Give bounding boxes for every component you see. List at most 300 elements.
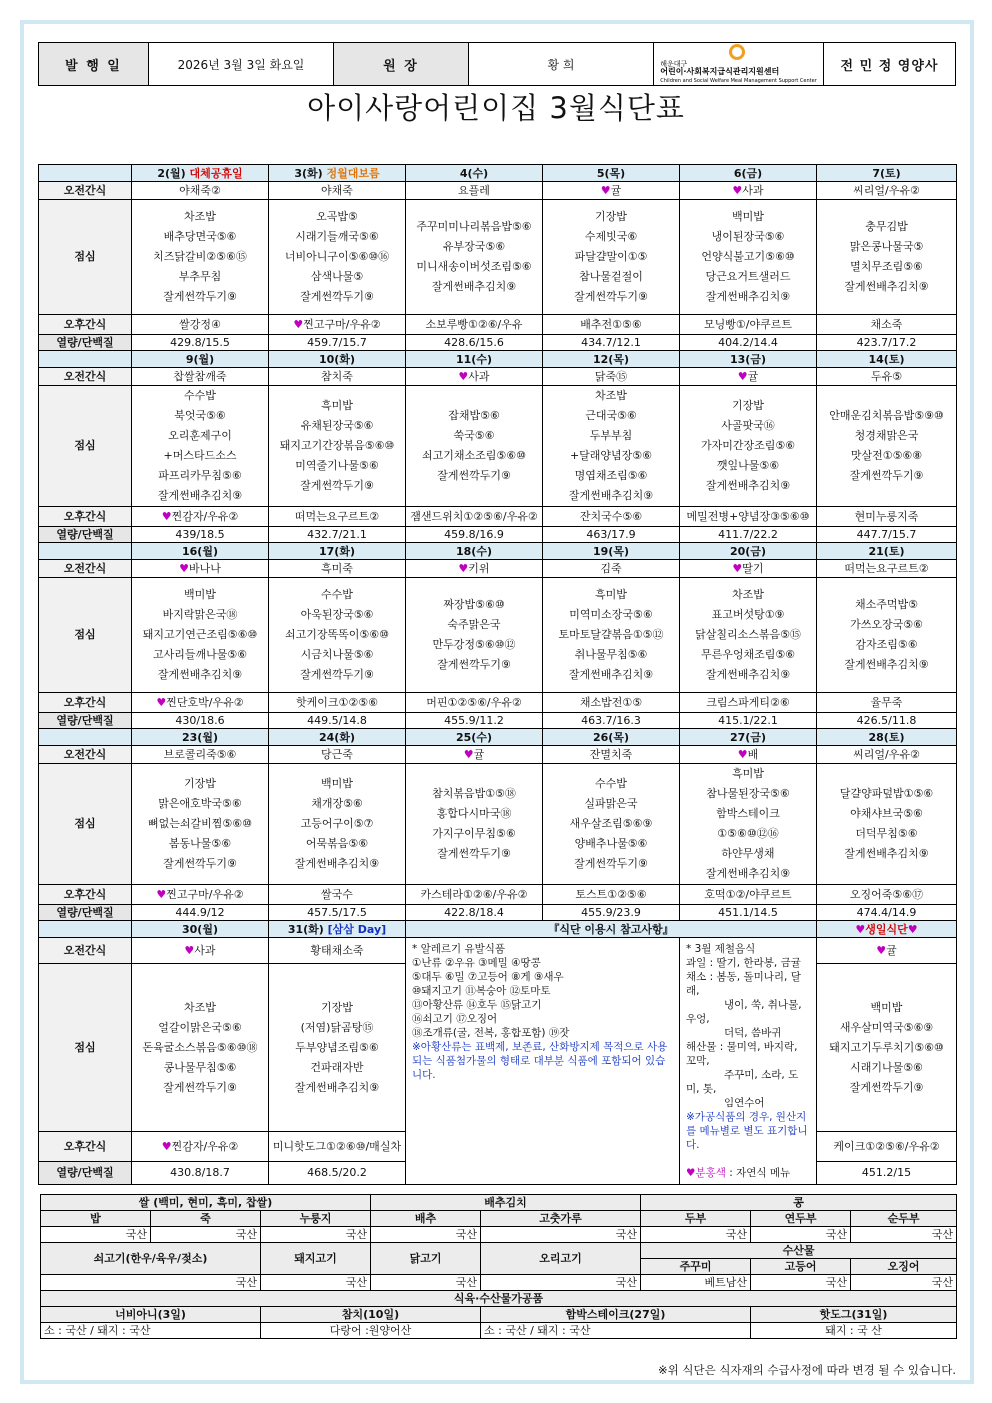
lunch-item: 잘게썬깍두기⑨ [163,857,237,870]
lunch-item: 달걀양파덮밥①⑤⑥ [839,787,934,800]
lunch-item: 잘게썬배추김치⑨ [568,489,654,502]
row-label-text: 점심 [74,628,96,641]
lunch-item: 야채샤브국⑤⑥ [850,807,923,820]
kcal-text: 449.5/14.8 [307,713,367,727]
lunch-item: 가지구이무침⑤⑥ [432,827,516,840]
row-label [39,938,132,964]
origin-value: 국산 [851,1275,957,1291]
lunch-item: 시래기들깨국⑤⑥ [295,230,379,243]
proc-value-neobiani: 소 : 국산 / 돼지 : 국산 [41,1323,261,1339]
row-label-text: 오후간식 [63,510,107,523]
lunch-cell [817,578,957,693]
lunch-item: 맑은콩나물국⑤ [849,240,924,253]
row-label-text: 점심 [74,439,96,452]
lunch-item: 잘게썬배추김치⑨ [157,489,243,502]
lunch-row [39,386,957,507]
am-text: 두유⑤ [870,369,903,383]
lunch-item: 수제빗국⑥ [584,230,638,243]
origin-value: 국산 [641,1227,751,1243]
row-label [39,315,132,335]
day-date: 24(화) [319,730,355,744]
bday-title: 생일식단 [865,922,908,936]
day-header [406,165,543,182]
row-label [39,1132,132,1161]
am-text: 씨리얼/우유② [853,747,920,761]
kcal-text: 429.8/15.5 [170,335,230,349]
lunch-item: 멸치무조림⑤⑥ [850,260,923,273]
lunch-item: 돼지고기연근조림⑤⑥⑩ [142,628,258,641]
heart-icon: ♥ [732,561,743,575]
day-header [269,165,406,182]
am-text: 귤 [610,183,622,197]
kcal-cell [132,713,269,729]
day-header-row [39,543,957,560]
am-text: 참치죽 [321,369,353,383]
pm-text: 잔치국수⑤⑥ [579,510,643,523]
pm-text: 찐단호박/우유② [166,696,244,709]
pm-text: 배추전①⑤⑥ [580,318,642,331]
center-line2: 어린이·사회복지급식관리지원센터 [660,67,780,76]
day-date: 19(목) [593,544,629,558]
am-text: 사과 [468,369,490,383]
lunch-item: 잘게썬배추김치⑨ [294,1080,380,1094]
pm-cell [543,315,680,335]
am-cell [543,560,680,578]
lunch-item: 유채된장국⑤⑥ [300,419,374,432]
am-cell [406,182,543,200]
day-date: 31(화) [287,922,324,936]
snk-row [39,182,957,200]
lunch-item: 새우살조림⑤⑥⑨ [569,817,653,830]
row-label [39,560,132,578]
row-label-text: 오전간식 [63,747,107,761]
lunch-cell [269,200,406,315]
pm-cell [406,885,543,905]
lunch-item: +머스타드소스 [163,449,237,462]
am-text: 당근죽 [321,747,353,761]
heart-icon: ♥ [179,561,189,575]
day-header [132,165,269,182]
heart-icon: ♥ [184,943,195,957]
row-label [39,713,132,729]
page-title: 아이사랑어린이집 3월식단표 [307,91,685,125]
kcal-cell [817,527,957,543]
day-date: 20(금) [730,544,766,558]
allergy-line: ⑬아황산류 ⑭호두 ⑮닭고기 [412,999,542,1011]
lunch-item: 참치볶음밥①⑤⑱ [432,787,516,800]
am-cell [680,368,817,386]
lunch-item: 언양식불고기⑤⑥⑩ [701,250,795,263]
lunch-item: 취나물무침⑤⑥ [574,648,648,661]
lunch-item: 쑥국⑤⑥ [453,429,495,442]
meat-col-beef: 쇠고기(한우/육우/젖소) [41,1243,261,1275]
pm-text: 모닝빵①/야쿠르트 [704,318,792,331]
lunch-item: 잘게썬배추김치⑨ [294,857,380,870]
lunch-item: 잘게썬배추김치⑨ [844,847,929,860]
lunch-item: 잘게썬깍두기⑨ [163,1080,237,1094]
kcal-text: 455.9/11.2 [444,713,504,727]
row-label-empty [39,729,132,746]
heart-icon: ♥ [907,922,918,936]
day-tag: [삼삼 Day] [327,922,387,936]
origin-value: 국산 [751,1275,851,1291]
row-label [39,964,132,1132]
am-cell [817,746,957,764]
pm-text: 채소밥전①⑤ [579,696,643,709]
am-text: 사과 [194,943,216,957]
day-header [680,351,817,368]
day-tag: 정월대보름 [326,166,380,180]
lunch-item: 수수밥 [595,777,627,790]
kcal-row [39,527,957,543]
row-label-empty [39,543,132,560]
lunch-cell [543,578,680,693]
pm-cell [543,885,680,905]
lunch-cell [269,386,406,507]
bday-am [817,938,957,964]
lunch-item: 얼갈이맑은국⑤⑥ [158,1020,242,1034]
allergy-head: * 알레르기 유발식품 [412,943,506,955]
sea-col-squid: 오징어 [851,1259,957,1275]
lunch-item: 감자조림⑤⑥ [855,638,918,651]
day-header-row [39,351,957,368]
origin-value: 국산 [371,1227,481,1243]
day-date: 14(토) [868,352,905,366]
lunch-item: +달래양념장⑤⑥ [569,449,653,462]
pm-text: 핫케이크①②⑤⑥ [296,696,378,709]
lunch-item: 기장밥 [595,210,627,223]
kimchi-col-pepper: 고춧가루 [481,1211,641,1227]
heart-icon: ♥ [458,561,469,575]
am-cell [406,560,543,578]
bday-am-text: 귤 [886,943,897,957]
am-cell [406,368,543,386]
pm-text: 토스트①②⑤⑥ [575,888,647,901]
lunch-cell [132,578,269,693]
lunch-item: 두부부침 [589,429,633,442]
pm-cell [269,1132,406,1161]
pm-text: 쌀강정④ [179,318,221,331]
pm-cell [680,693,817,713]
lunch-item: 배추당면국⑤⑥ [163,230,237,243]
day-date: 17(화) [319,544,355,558]
season-line: 해산물 : 물미역, 바지락, 꼬막, [686,1041,798,1067]
lunch-item: 새우살미역국⑤⑥⑨ [839,1020,934,1034]
origin-value-jukkumi: 베트남산 [641,1275,751,1291]
heart-icon: ♥ [161,1139,172,1153]
lunch-item: 잘게썬배추김치⑨ [844,280,929,293]
lunch-item: (저염)닭곰탕⑮ [300,1020,374,1034]
lunch-item: 어묵볶음⑤⑥ [305,837,369,850]
allergy-info [406,938,680,1185]
kcal-text: 411.7/22.2 [718,527,778,541]
kcal-text: 455.9/23.9 [581,905,641,919]
kcal-cell [543,713,680,729]
lunch-item: 수수밥 [184,389,216,402]
origin-table [40,1194,957,1339]
lunch-item: 잘게썬깍두기⑨ [300,479,374,492]
snk-row [39,368,957,386]
allergy-line: ⑯쇠고기 ⑰오징어 [412,1013,498,1025]
day-header [132,351,269,368]
heart-icon: ♥ [876,943,887,957]
sea-col-mackerel: 고등어 [751,1259,851,1275]
kcal-text: 430/18.6 [175,713,225,727]
pm-cell [406,315,543,335]
lunch-item: 백미밥 [184,588,216,601]
am-text: 닭죽⑮ [594,369,628,383]
heart-icon: ♥ [156,696,167,709]
center-line3: Children and Social Welfare Meal Management Support Center [660,78,817,84]
row-label [39,905,132,921]
kcal-text: 426.5/11.8 [856,713,917,727]
header-table [38,42,956,86]
pm-text: 잼샌드위치①②⑤⑥/우유② [410,510,538,523]
day-header [817,729,957,746]
row-label-text: 열량/단백질 [56,1165,114,1179]
row-label-text: 열량/단백질 [56,905,114,919]
lunch-cell [269,964,406,1132]
lunch-item: 홍합다시마국⑱ [436,807,512,820]
am-cell [543,182,680,200]
day-header [543,351,680,368]
bday-pm [817,1132,957,1161]
kimchi-col-cabbage: 배추 [371,1211,481,1227]
row-label [39,746,132,764]
pm-cell [406,507,543,527]
lunch-item: 바지락맑은국⑱ [162,608,238,621]
season-line: 주꾸미, 소라, 도미, 톳, [686,1069,799,1095]
kcal-cell [680,905,817,921]
lunch-item: 돼지고기간장볶음⑤⑥⑩ [279,439,395,452]
menu-table [38,164,957,1185]
kcal-cell [132,905,269,921]
lunch-item: 잘게썬깍두기⑨ [163,290,237,303]
pm-text: 떠먹는요구르트② [294,510,380,523]
lunch-item: 백미밥 [732,210,764,223]
rice-head: 쌀 (백미, 현미, 흑미, 찹쌀) [41,1195,371,1211]
am-cell [680,746,817,764]
lunch-item: 건파래자반 [310,1060,364,1074]
kcal-cell [817,713,957,729]
lunch-item: 양배추나물⑤⑥ [574,837,648,850]
lunch-item: 근대국⑤⑥ [585,409,637,422]
lunch-item: 주꾸미미나리볶음밥⑤⑥ [416,220,532,233]
info-title [406,921,817,938]
origin-value: 국산 [151,1227,261,1243]
kcal-cell [132,527,269,543]
day-date: 23(월) [182,730,218,744]
issue-label: 발 행 일 [39,43,149,86]
lunch-item: 잘게썬배추김치⑨ [705,479,791,492]
day-header [817,351,957,368]
am-cell [269,560,406,578]
pm-cell [680,507,817,527]
season-note: ※가공식품의 경우, 원산지를 메뉴별로 별도 표기합니다. [686,1111,808,1151]
day-header [269,921,406,938]
lunch-item: 두부양념조림⑤⑥ [295,1040,379,1054]
row-label [39,200,132,315]
center-logo-icon [729,44,745,60]
lunch-cell [817,200,957,315]
kimchi-head: 배추김치 [371,1195,641,1211]
row-label-empty [39,921,132,938]
heart-icon: ♥ [600,183,611,197]
pm-cell [817,315,957,335]
director-label: 원 장 [334,43,469,86]
allergy-line: ⑤대두 ⑥밀 ⑦고등어 ⑧게 ⑨새우 [412,971,564,983]
lunch-item: 무른우엉채조림⑤⑥ [700,648,796,661]
row-label-text: 오후간식 [63,318,107,331]
lunch-cell [269,578,406,693]
lunch-cell [543,200,680,315]
lunch-item: 하얀무생채 [721,847,775,860]
row-label-text: 점심 [74,250,96,263]
am-text: 씨리얼/우유② [853,183,920,197]
lunch-item: 흑미밥 [321,399,353,412]
kcal-text: 444.9/12 [175,905,225,919]
pm-row [39,507,957,527]
lunch-item: 잘게썬배추김치⑨ [568,668,654,681]
kcal-text: 451.1/14.5 [718,905,778,919]
pm-row [39,315,957,335]
day-date: 16(월) [182,544,218,558]
am-cell [132,368,269,386]
allergy-line: ①난류 ②우유 ③메밀 ④땅콩 [412,957,541,969]
season-line: 더덕, 씀바귀 [724,1027,782,1039]
day-date: 6(금) [733,166,763,180]
day-date: 10(화) [319,352,355,366]
row-label-text: 열량/단백질 [56,335,114,349]
row-label-text: 오전간식 [63,561,107,575]
row-label [39,527,132,543]
am-text: 요플레 [458,183,490,197]
season-line: 과일 : 딸기, 한라봉, 금귤 [686,957,801,969]
kcal-cell [132,335,269,351]
origin-value: 국산 [751,1227,851,1243]
allergy-line: ⑱조개류(굴, 전복, 홍합포함) ⑲잣 [412,1027,570,1039]
season-head: * 3월 제철음식 [686,943,756,955]
lunch-cell [680,578,817,693]
pm-cell [269,885,406,905]
day-header [680,543,817,560]
lunch-item: 기장밥 [732,399,764,412]
lunch-cell [269,764,406,885]
day-tag: 대체공휴일 [189,166,243,180]
day-header [543,729,680,746]
pm-cell [680,885,817,905]
am-text: 야채죽② [179,183,221,197]
am-cell [132,938,269,964]
lunch-item: 잡채밥⑤⑥ [448,409,500,422]
pm-cell [817,507,957,527]
sea-col-jukkumi: 주꾸미 [641,1259,751,1275]
kcal-text: 423.7/17.2 [856,335,917,349]
lunch-item: 깻잎나물⑤⑥ [716,459,780,472]
pink-text: : 자연식 메뉴 [725,1167,791,1179]
am-cell [817,560,957,578]
lunch-item: 흑미밥 [595,588,627,601]
lunch-item: 사골팟국⑯ [721,419,775,432]
row-label-text: 오전간식 [63,943,107,957]
lunch-item: 실파맑은국 [584,797,638,810]
bean-col-softtofu: 연두부 [751,1211,851,1227]
pm-text: 율무죽 [870,696,903,709]
day-date: 25(수) [456,730,492,744]
day-date: 2(월) [157,166,186,180]
am-cell [817,182,957,200]
lunch-item: 가자미간장조림⑤⑥ [700,439,796,452]
kcal-cell [406,905,543,921]
pm-cell [680,315,817,335]
lunch-item: 잘게썬깍두기⑨ [437,658,511,671]
pm-text: 미니핫도그①②⑥⑩/매실차 [272,1139,402,1153]
pm-row [39,885,957,905]
kcal-cell [817,335,957,351]
row-label [39,764,132,885]
kcal-cell [269,527,406,543]
lunch-cell [817,764,957,885]
lunch-item: 차조밥 [184,210,216,223]
lunch-item: 북엇국⑤⑥ [174,409,226,422]
lunch-item: 돼지고기두루치기⑤⑥⑩ [829,1040,944,1054]
kcal-text: 468.5/20.2 [307,1165,367,1179]
origin-value: 국산 [41,1227,151,1243]
am-text: 잔멸치죽 [589,747,633,761]
kcal-cell [680,335,817,351]
lunch-item: 잘게썬깍두기⑨ [300,668,374,681]
lunch-item: 참나물겉절이 [579,270,643,283]
day-header-row [39,921,957,938]
kcal-cell [543,335,680,351]
lunch-item: 잘게썬배추김치⑨ [431,280,517,293]
day-header [269,729,406,746]
proc-col-hotdog: 핫도그(31일) [751,1307,957,1323]
snk-row [39,560,957,578]
rice-col-nurungji: 누룽지 [261,1211,371,1227]
sea-head: 수산물 [641,1243,957,1259]
pm-cell [817,885,957,905]
season-line: 채소 : 봄동, 돌미나리, 달래, [686,971,801,997]
day-date: 28(토) [868,730,905,744]
kcal-cell [269,1161,406,1184]
row-label [39,386,132,507]
lunch-item: 참나물된장국⑤⑥ [706,787,790,800]
lunch-item: 냉이된장국⑤⑥ [711,230,785,243]
day-header [406,351,543,368]
am-cell [132,560,269,578]
proc-col-tuna: 참치(10일) [261,1307,481,1323]
lunch-item: 고등어구이⑤⑦ [300,817,374,830]
am-cell [406,746,543,764]
lunch-item: 잘게썬깍두기⑨ [574,857,648,870]
bday-kcal [817,1161,957,1184]
origin-value: 국산 [371,1275,481,1291]
season-info [680,938,817,1185]
lunch-item: 잘게썬배추김치⑨ [157,668,243,681]
kcal-row [39,713,957,729]
row-label-text: 오전간식 [63,369,107,383]
issue-date: 2026년 3월 3일 화요일 [149,43,334,86]
day-header [543,543,680,560]
row-label-text: 점심 [74,1040,96,1054]
heart-icon: ♥ [737,747,748,761]
kcal-text: 430.8/18.7 [170,1165,230,1179]
am-text: 브로콜리죽⑤⑥ [163,747,237,761]
heart-icon: ♥ [737,369,748,383]
pink-label: 분홍색 [695,1167,726,1179]
bday-kcal-text: 451.2/15 [861,1165,912,1179]
